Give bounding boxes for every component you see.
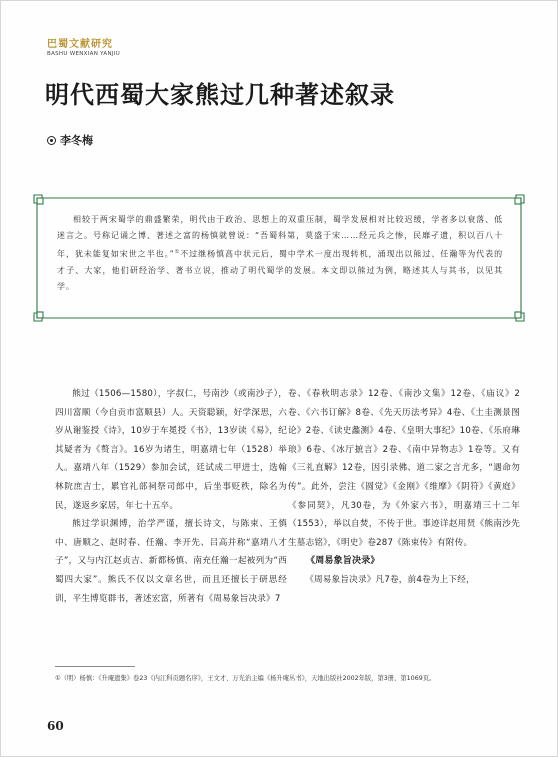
footnote-divider [55,666,135,667]
footnote-marker: ① [174,249,181,256]
body-paragraph: 《周易象旨决录》凡7卷，前4卷为上下经， [305,574,475,585]
abstract-text-part-1: 相较于两宋蜀学的鼎盛繁荣，明代由于政治、思想上的双重压制，蜀学发展相对比较迟缓，学者多以衰落、低迷言之。号称记诵之博、著述之富的杨慎就曾说：“吾蜀科第，莫盛于宋……经元兵之惨，民靡孑遗，积以百八十年，犹未能复如宋世之半也。” [57,215,503,260]
author-line [47,132,93,148]
column-name-cn: 巴蜀文献研究 [47,39,113,50]
abstract-box [33,194,525,322]
column-name-en: BASHU WENXIAN YANJIU [47,51,121,57]
body-paragraph: 卷、《春秋明志录》12卷、《南沙文集》12卷、《庙议》2卷、《六书订解》8卷、《先天历法考异》4卷、《土圭测景图论》2卷、《读史蠡测》4卷、《皇明大事纪》10卷、《乐府琳琅》6卷、《冰厅摭言》2卷、《南中异物志》1卷等。又有《三礼直解》12卷，因引录佛、道二家之言尤多，“遇命勿传”。此外，尝注《圆觉》《金刚》《维摩》《阴符》《黄庭》《参同契》，凡30卷，为《外家六书》，明嘉靖三十二年（1553），举以自焚，不传于世。事迹详赵用贤《熊南沙先生墓志铭》，《明史》卷287《陈束传》有附传。 [288,389,520,548]
body-column-left [55,385,287,608]
abstract-text [57,212,503,296]
body-column-right [288,385,520,590]
abstract-text-part-2: 不过继杨慎高中状元后，蜀中学术一度出现转机，涌现出以熊过、任瀚等为代表的才子、大家，他们研经治学、著书立说，推动了明代蜀学的发展。本文即以熊过为例，略述其人与其书，以见其学。 [57,250,504,292]
author-name: 李冬梅 [60,134,93,147]
body-paragraph: 熊过学识渊博，治学严谨，擅长诗文，与陈束、王慎中、唐顺之、赵时春、任瀚、李开先、吕高并称“嘉靖八才子”，又与内江赵贞吉、新都杨慎、南充任瀚一起被列为“西蜀四大家”。熊氏不仅以文章名世，而且还擅长于研思经训，平生博览群书，著述宏富，所著有《周易象旨决录》7 [55,519,287,604]
column-header [47,35,120,57]
body-paragraph: 熊过（1506—1580），字叔仁，号南沙（或南沙子），四川富顺（今自贡市富顺县）人。天资聪颖，好学深思，六岁从谢鉴授《诗》，10岁于车冕授《书》，13岁读《易》，纪其疑者为《赘言》。16岁为诸生，明嘉靖七年（1528）举人。嘉靖八年（1529）参加会试，廷试成二甲进士，选翰林院庶吉士，累官礼部祠祭司郎中，后坐事贬秩，除名为民，遂返乡家居，年七十五卒。 [55,389,287,511]
page-number: 60 [47,719,64,733]
bullet-circle-icon [47,136,56,145]
article-title: 明代西蜀大家熊过几种著述叙录 [45,81,395,109]
section-heading: 《周易象旨决录》 [306,556,380,567]
footnote: ①（明）杨慎：《升庵遗集》卷23《内江科贡题名序》，王文才、万光治主编《杨升庵丛书》，天地出版社2002年版，第3册，第1069页。 [55,675,436,682]
